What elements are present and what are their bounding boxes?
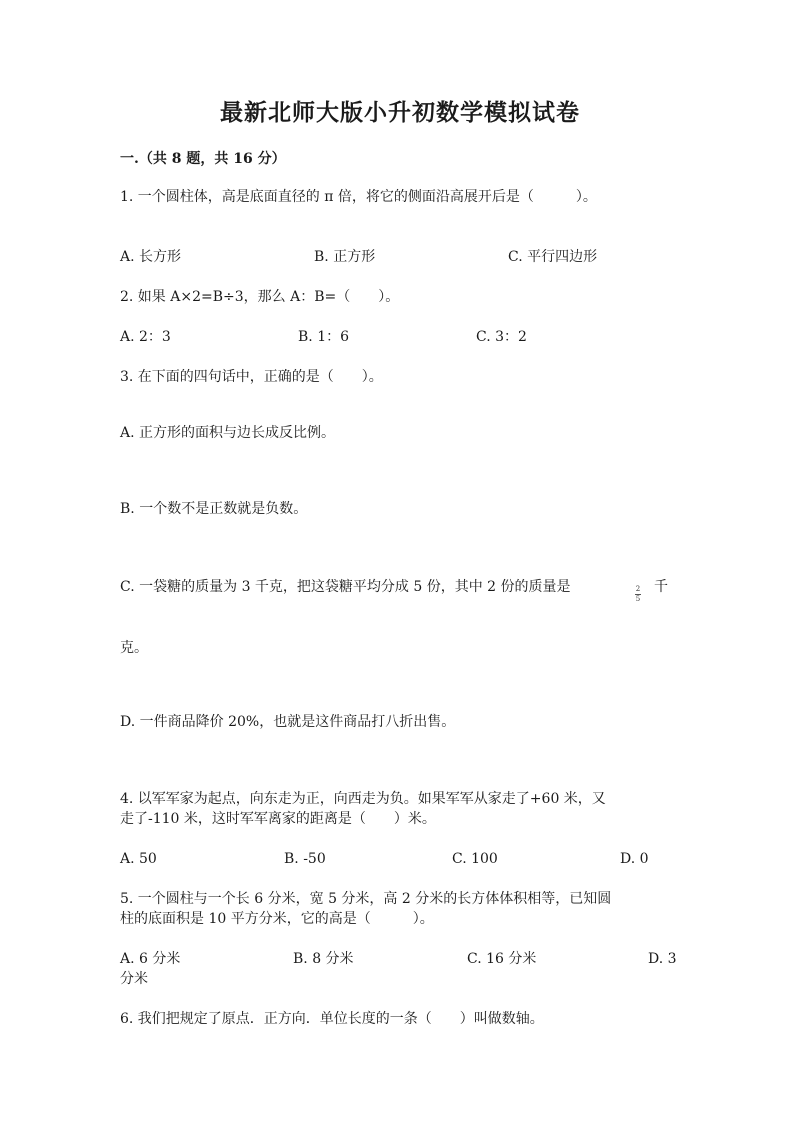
question-3-option-c: C. 一袋糖的质量为 3 千克，把这袋糖平均分成 5 份，其中 2 份的质量是 (120, 579, 571, 595)
question-4-option-d: D. 0 (620, 851, 649, 867)
question-4-stem-line-2: 走了-110 米，这时军军离家的距离是（ ）米。 (120, 811, 436, 827)
question-2-option-b: B. 1：6 (298, 329, 350, 345)
question-1-option-c: C. 平行四边形 (508, 249, 598, 265)
fraction-two-fifths (633, 585, 643, 604)
question-5-option-d-wrap: 分米 (120, 971, 148, 987)
question-5-stem-line-2: 柱的底面积是 10 平方分米，它的高是（ ）。 (120, 911, 434, 927)
question-2-option-a: A. 2：3 (120, 329, 171, 345)
question-6-stem: 6. 我们把规定了原点．正方向．单位长度的一条（ ）叫做数轴。 (120, 1011, 544, 1027)
fraction-numerator: 2 (635, 585, 641, 593)
question-5-option-a: A. 6 分米 (120, 951, 181, 967)
fraction-denominator: 5 (635, 595, 641, 603)
question-1-option-a: A. 长方形 (120, 249, 182, 265)
question-1-option-b: B. 正方形 (314, 249, 376, 265)
question-5-option-b: B. 8 分米 (293, 951, 354, 967)
question-3-option-d: D. 一件商品降价 20%，也就是这件商品打八折出售。 (120, 714, 456, 730)
question-5-stem-line-1: 5. 一个圆柱与一个长 6 分米，宽 5 分米，高 2 分米的长方体体积相等，已知圆 (120, 891, 612, 907)
question-3-stem: 3. 在下面的四句话中，正确的是（ ）。 (120, 369, 383, 385)
question-5-option-d: D. 3 (648, 951, 677, 967)
question-3-option-b: B. 一个数不是正数就是负数。 (120, 501, 308, 517)
exam-title: 最新北师大版小升初数学模拟试卷 (220, 99, 580, 126)
section-heading: 一.（共 8 题，共 16 分） (120, 151, 286, 167)
question-2-stem: 2. 如果 A×2=B÷3，那么 A：B=（ ）。 (120, 289, 400, 305)
question-1-stem: 1. 一个圆柱体，高是底面直径的 π 倍，将它的侧面沿高展开后是（ ）。 (120, 189, 597, 205)
question-4-option-b: B. -50 (284, 851, 326, 867)
question-3-option-c-unit: 千 (654, 579, 668, 595)
question-4-option-c: C. 100 (452, 851, 498, 867)
question-2-option-c: C. 3：2 (476, 329, 527, 345)
question-3-option-c-continued: 克。 (120, 640, 148, 656)
question-5-option-c: C. 16 分米 (467, 951, 537, 967)
question-4-stem-line-1: 4. 以军军家为起点，向东走为正，向西走为负。如果军军从家走了+60 米，又 (120, 791, 606, 807)
question-3-option-a: A. 正方形的面积与边长成反比例。 (120, 425, 336, 441)
question-4-option-a: A. 50 (120, 851, 157, 867)
